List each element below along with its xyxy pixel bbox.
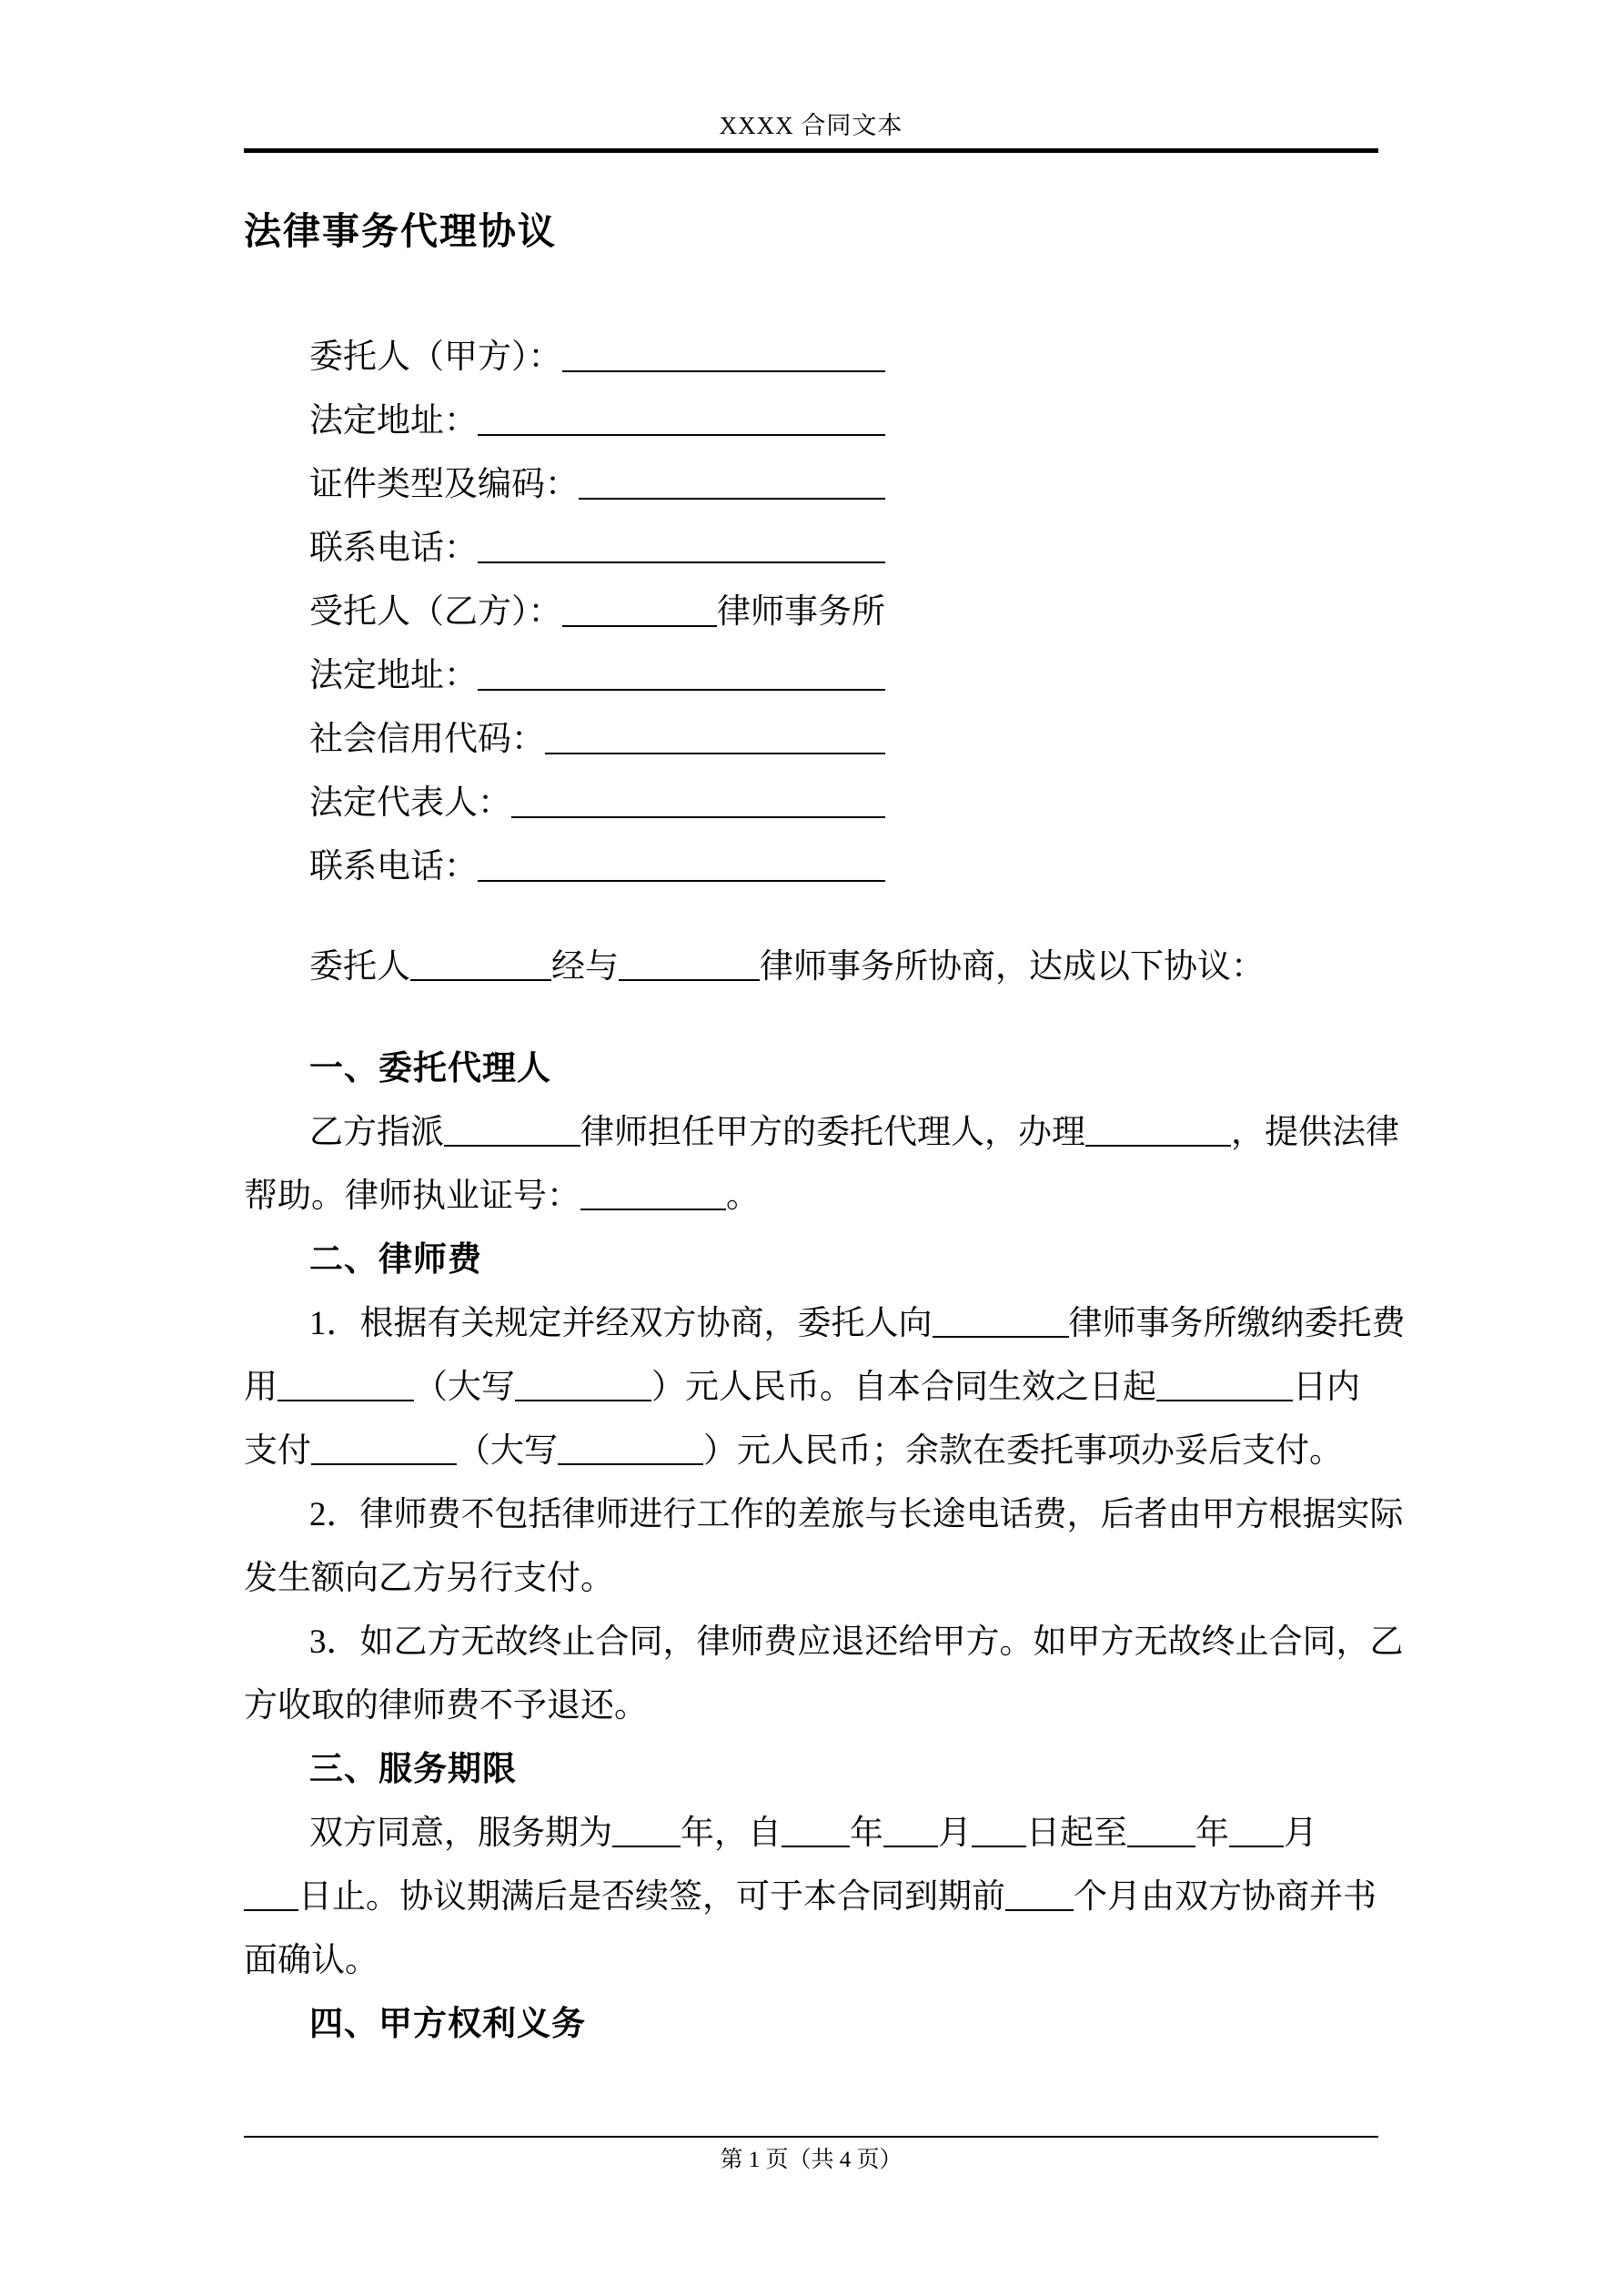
document-title: 法律事务代理协议 bbox=[244, 210, 557, 252]
blank-underline bbox=[478, 880, 885, 882]
field-label: 受托人（乙方）： bbox=[309, 593, 562, 631]
text-run: 方收取的律师费不予退还。 bbox=[244, 1687, 648, 1725]
blank-underline bbox=[277, 1391, 414, 1401]
field-label: 法定地址： bbox=[309, 657, 478, 694]
field-label: 联系电话： bbox=[309, 848, 478, 885]
blank-underline bbox=[244, 1900, 298, 1911]
paragraph-line bbox=[244, 1674, 1406, 1738]
blank-underline bbox=[478, 561, 885, 563]
text-run: 乙方指派 bbox=[309, 1114, 444, 1151]
text-run: 律师事务所协商，达成以下协议： bbox=[760, 948, 1265, 986]
text-run: 一、委托代理人 bbox=[309, 1050, 551, 1087]
blank-underline bbox=[1005, 1900, 1074, 1911]
section-heading bbox=[244, 1037, 1406, 1101]
blank-underline bbox=[478, 434, 885, 436]
text-run: 三、服务期限 bbox=[309, 1751, 517, 1788]
field-label: 法定代表人： bbox=[309, 784, 511, 822]
text-run: 用 bbox=[244, 1369, 277, 1406]
text-run: 委托人 bbox=[309, 948, 410, 986]
section-heading bbox=[244, 1738, 1406, 1802]
blank-underline bbox=[410, 970, 551, 981]
section-heading bbox=[244, 1229, 1406, 1292]
text-run: 。 bbox=[726, 1178, 760, 1215]
field-label: 委托人（甲方）： bbox=[309, 339, 562, 376]
text-run: 个月由双方协商并书 bbox=[1074, 1878, 1377, 1916]
text-run: 月 bbox=[938, 1815, 972, 1852]
text-run: 支付 bbox=[244, 1432, 311, 1470]
text-run: 年 bbox=[1195, 1815, 1229, 1852]
text-run: ）元人民币。自本合同生效之日起 bbox=[651, 1369, 1156, 1406]
text-run: 年 bbox=[850, 1815, 883, 1852]
text-run: 日止。协议期满后是否续签，可于本合同到期前 bbox=[298, 1878, 1005, 1916]
paragraph-line bbox=[244, 1165, 1406, 1229]
blank-underline bbox=[511, 816, 885, 818]
blank-underline bbox=[558, 1454, 703, 1465]
paragraph-line bbox=[244, 1420, 1406, 1483]
blank-underline bbox=[782, 1836, 850, 1847]
text-run: 四、甲方权利义务 bbox=[309, 2006, 586, 2043]
paragraph-line bbox=[244, 1866, 1406, 1929]
blank-underline bbox=[562, 370, 886, 372]
paragraph-line bbox=[244, 936, 1265, 999]
blank-underline bbox=[1127, 1836, 1195, 1847]
text-run: （大写 bbox=[414, 1369, 515, 1406]
header-rule bbox=[244, 148, 1378, 153]
blank-underline bbox=[444, 1136, 580, 1147]
text-run: 二、律师费 bbox=[309, 1241, 482, 1279]
text-run: 日内 bbox=[1293, 1369, 1360, 1406]
party-row bbox=[309, 644, 885, 708]
field-label: 证件类型及编码： bbox=[309, 466, 579, 503]
party-row bbox=[309, 389, 885, 453]
party-row bbox=[309, 581, 885, 644]
intro-paragraph bbox=[244, 936, 1265, 999]
party-row bbox=[309, 772, 885, 835]
party-info-block bbox=[244, 326, 885, 899]
text-run: 律师事务所缴纳委托费 bbox=[1068, 1305, 1406, 1342]
footer-rule bbox=[244, 2136, 1378, 2138]
text-run: 律师担任甲方的委托代理人，办理 bbox=[580, 1114, 1085, 1151]
field-label: 法定地址： bbox=[309, 402, 478, 440]
field-label: 联系电话： bbox=[309, 530, 478, 567]
paragraph-line bbox=[244, 1292, 1406, 1356]
paragraph-line bbox=[244, 1611, 1406, 1674]
text-run: （大写 bbox=[457, 1432, 558, 1470]
blank-underline bbox=[612, 1836, 681, 1847]
body-sections bbox=[244, 1037, 1406, 2057]
text-run: 日起至 bbox=[1026, 1815, 1127, 1852]
blank-underline bbox=[933, 1327, 1069, 1338]
blank-underline bbox=[562, 625, 718, 627]
party-row bbox=[309, 708, 885, 772]
paragraph-line bbox=[244, 1356, 1406, 1420]
page-footer-text: 第 1 页（共 4 页） bbox=[720, 2148, 903, 2172]
blank-underline bbox=[580, 1199, 726, 1210]
party-row bbox=[309, 517, 885, 581]
text-run: 2．律师费不包括律师进行工作的差旅与长途电话费，后者由甲方根据实际 bbox=[309, 1496, 1404, 1533]
text-run: ，提供法律 bbox=[1231, 1114, 1399, 1151]
blank-underline bbox=[311, 1454, 457, 1465]
section-heading bbox=[244, 1993, 1406, 2057]
field-label: 社会信用代码： bbox=[309, 721, 545, 758]
blank-underline bbox=[883, 1836, 938, 1847]
party-row bbox=[309, 326, 885, 389]
blank-underline bbox=[1156, 1391, 1293, 1401]
text-run: 面确认。 bbox=[244, 1942, 378, 1979]
text-run: 年，自 bbox=[681, 1815, 782, 1852]
text-run: 双方同意，服务期为 bbox=[309, 1815, 612, 1852]
text-run: 经与 bbox=[551, 948, 619, 986]
paragraph-line bbox=[244, 1101, 1406, 1165]
party-row bbox=[309, 835, 885, 899]
blank-underline bbox=[1085, 1136, 1231, 1147]
paragraph-line bbox=[244, 1802, 1406, 1866]
field-suffix: 律师事务所 bbox=[717, 593, 885, 631]
blank-underline bbox=[579, 498, 885, 500]
blank-underline bbox=[1229, 1836, 1284, 1847]
text-run: 3．如乙方无故终止合同，律师费应退还给甲方。如甲方无故终止合同，乙 bbox=[309, 1623, 1404, 1661]
text-run: 月 bbox=[1284, 1815, 1317, 1852]
paragraph-line bbox=[244, 1483, 1406, 1547]
paragraph-line bbox=[244, 1547, 1406, 1611]
text-run: 帮助。律师执业证号： bbox=[244, 1178, 580, 1215]
blank-underline bbox=[972, 1836, 1026, 1847]
text-run: 发生额向乙方另行支付。 bbox=[244, 1560, 614, 1597]
party-row bbox=[309, 453, 885, 517]
blank-underline bbox=[619, 970, 760, 981]
page-header-text: XXXX 合同文本 bbox=[719, 112, 903, 139]
text-run: ）元人民币；余款在委托事项办妥后支付。 bbox=[703, 1432, 1343, 1470]
blank-underline bbox=[478, 689, 885, 691]
paragraph-line bbox=[244, 1929, 1406, 1993]
text-run: 1．根据有关规定并经双方协商，委托人向 bbox=[309, 1305, 933, 1342]
blank-underline bbox=[515, 1391, 651, 1401]
blank-underline bbox=[545, 753, 885, 754]
